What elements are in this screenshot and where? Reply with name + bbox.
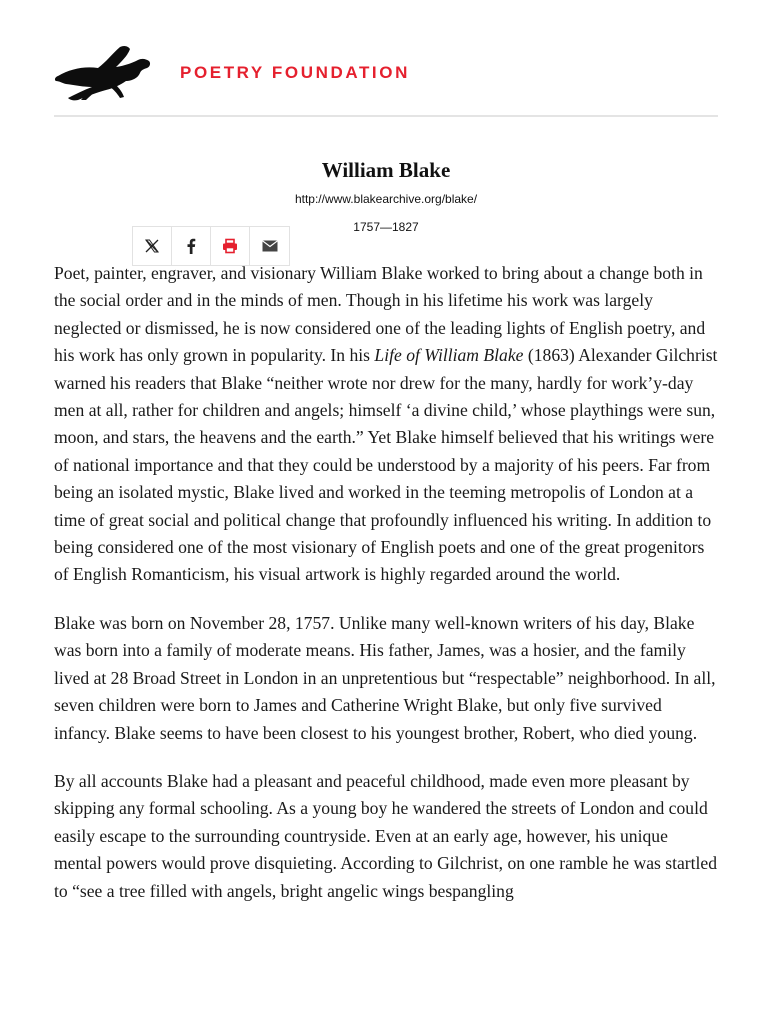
print-icon xyxy=(222,238,238,254)
poet-website-link[interactable]: http://www.blakearchive.org/blake/ xyxy=(294,192,478,206)
x-twitter-icon xyxy=(144,238,160,254)
paragraph-text: (1863) Alexander Gilchrist warned his readers that Blake “neither wrote nor drew for the many, hardly for work’y-day men at all, rather for children and angels; himself ‘a divine child,’ whose playthings were sun, moon, and stars, the heavens and the earth.” Yet Blake himself believed that his writings were of national importance and that they could be understood by a majority of his peers. Far from being an isolated mystic, Blake lived and worked in the teeming metropolis of London at a time of great social and political change that profoundly influenced his writing. In addition to being considered one of the most visionary of English poets and one of the great progenitors of English Romanticism, his visual artwork is highly regarded around the world. xyxy=(54,345,718,585)
book-title: Life of William Blake xyxy=(374,345,524,366)
article-paragraph-2: Blake was born on November 28, 1757. Unlike many well-known writers of his day, Blake was born into a family of moderate means. His father, James, was a hosier, and the family lived at 28 Broad Street in London in an unpretentious but “respectable” neighborhood. In all, seven children were born to James and Catherine Wright Blake, but only five survived infancy. Blake seems to have been closest to his youngest brother, Robert, who died young. xyxy=(54,612,716,743)
poet-name: William Blake xyxy=(321,158,451,182)
biography-article xyxy=(54,260,718,926)
pegasus-logo-icon[interactable] xyxy=(54,45,152,101)
facebook-icon xyxy=(186,238,196,254)
email-icon xyxy=(262,240,278,252)
paragraph-text: Poet, painter, engraver, and visionary William Blake worked to bring about a change both in the social order and in the minds of men. Though in his lifetime his work was largely neglected or dismissed, he is now considered one of the leading lights of English poetry, and his work has only grown in popularity. In his xyxy=(54,263,706,366)
poet-dates: 1757—1827 xyxy=(353,220,419,234)
header-divider xyxy=(54,115,718,117)
site-header xyxy=(54,40,718,116)
article-paragraph-1 xyxy=(54,260,718,589)
article-paragraph-3: By all accounts Blake had a pleasant and peaceful childhood, made even more pleasant by skipping any formal schooling. As a young boy he wandered the streets of London and could easily escape to the surrounding countryside. Even at an early age, however, his unique mental powers would prove disquieting. According to Gilchrist, on one ramble he was startled to “see a tree filled with angels, bright angelic wings bespangling xyxy=(54,770,718,901)
brand-wordmark[interactable]: POETRY FOUNDATION xyxy=(180,63,410,82)
